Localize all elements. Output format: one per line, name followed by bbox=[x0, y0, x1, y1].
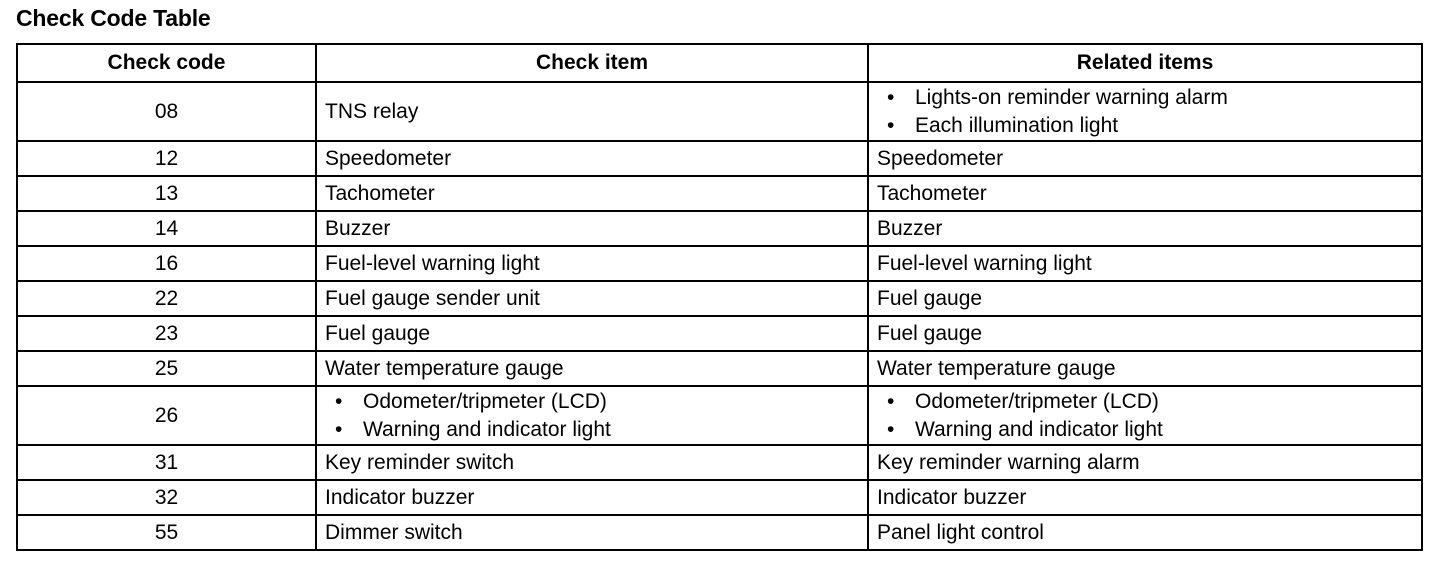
bullet-icon: • bbox=[887, 113, 895, 137]
table-row bbox=[17, 515, 1422, 550]
check-code-cell: 16 bbox=[17, 246, 316, 281]
header-related-items: Related items bbox=[868, 44, 1422, 82]
related-items-cell: Fuel-level warning light bbox=[868, 246, 1422, 281]
check-item-cell bbox=[316, 386, 868, 445]
header-row bbox=[17, 44, 1422, 82]
bullet-icon: • bbox=[887, 417, 895, 441]
related-items-cell: Water temperature gauge bbox=[868, 351, 1422, 386]
list-item-text: Warning and indicator light bbox=[915, 417, 1163, 441]
table-row bbox=[17, 386, 1422, 445]
header-check-item: Check item bbox=[316, 44, 868, 82]
check-item-cell: Buzzer bbox=[316, 211, 868, 246]
related-items-cell: Fuel gauge bbox=[868, 281, 1422, 316]
bullet-list bbox=[877, 84, 1413, 140]
list-item bbox=[877, 416, 1413, 444]
list-item-text: Odometer/tripmeter (LCD) bbox=[915, 389, 1159, 413]
check-code-table bbox=[16, 43, 1423, 551]
table-row bbox=[17, 445, 1422, 480]
list-item-text: Odometer/tripmeter (LCD) bbox=[363, 389, 607, 413]
table-row bbox=[17, 176, 1422, 211]
list-item-text: Lights-on reminder warning alarm bbox=[915, 85, 1228, 109]
check-item-cell: Tachometer bbox=[316, 176, 868, 211]
list-item bbox=[877, 388, 1413, 416]
table-row bbox=[17, 316, 1422, 351]
check-item-cell: Key reminder switch bbox=[316, 445, 868, 480]
related-items-cell: Fuel gauge bbox=[868, 316, 1422, 351]
check-code-cell: 55 bbox=[17, 515, 316, 550]
check-code-cell: 26 bbox=[17, 386, 316, 445]
related-items-cell: Speedometer bbox=[868, 141, 1422, 176]
related-items-cell: Panel light control bbox=[868, 515, 1422, 550]
related-items-cell: Indicator buzzer bbox=[868, 480, 1422, 515]
bullet-list bbox=[325, 388, 859, 444]
table-row bbox=[17, 211, 1422, 246]
related-items-cell: Tachometer bbox=[868, 176, 1422, 211]
check-code-cell: 12 bbox=[17, 141, 316, 176]
check-item-cell: Fuel gauge bbox=[316, 316, 868, 351]
check-code-cell: 22 bbox=[17, 281, 316, 316]
table-row bbox=[17, 141, 1422, 176]
list-item bbox=[325, 416, 859, 444]
table-row bbox=[17, 281, 1422, 316]
check-item-cell: Indicator buzzer bbox=[316, 480, 868, 515]
bullet-icon: • bbox=[335, 417, 343, 441]
list-item bbox=[877, 84, 1413, 112]
list-item bbox=[877, 112, 1413, 140]
check-code-cell: 32 bbox=[17, 480, 316, 515]
check-item-cell: TNS relay bbox=[316, 82, 868, 141]
bullet-list bbox=[877, 388, 1413, 444]
check-code-cell: 25 bbox=[17, 351, 316, 386]
table-row bbox=[17, 82, 1422, 141]
check-item-cell: Dimmer switch bbox=[316, 515, 868, 550]
page-title: Check Code Table bbox=[16, 5, 211, 31]
related-items-cell: Buzzer bbox=[868, 211, 1422, 246]
list-item-text: Warning and indicator light bbox=[363, 417, 611, 441]
check-item-cell: Fuel-level warning light bbox=[316, 246, 868, 281]
check-item-cell: Water temperature gauge bbox=[316, 351, 868, 386]
table-row bbox=[17, 480, 1422, 515]
check-item-cell: Fuel gauge sender unit bbox=[316, 281, 868, 316]
check-code-cell: 23 bbox=[17, 316, 316, 351]
check-code-cell: 31 bbox=[17, 445, 316, 480]
check-code-cell: 08 bbox=[17, 82, 316, 141]
table-row bbox=[17, 246, 1422, 281]
table-row bbox=[17, 351, 1422, 386]
check-code-cell: 13 bbox=[17, 176, 316, 211]
related-items-cell: Key reminder warning alarm bbox=[868, 445, 1422, 480]
check-item-cell: Speedometer bbox=[316, 141, 868, 176]
header-check-code: Check code bbox=[17, 44, 316, 82]
list-item-text: Each illumination light bbox=[915, 113, 1119, 137]
bullet-icon: • bbox=[887, 389, 895, 413]
bullet-icon: • bbox=[887, 85, 895, 109]
bullet-icon: • bbox=[335, 389, 343, 413]
related-items-cell bbox=[868, 82, 1422, 141]
list-item bbox=[325, 388, 859, 416]
check-code-cell: 14 bbox=[17, 211, 316, 246]
related-items-cell bbox=[868, 386, 1422, 445]
